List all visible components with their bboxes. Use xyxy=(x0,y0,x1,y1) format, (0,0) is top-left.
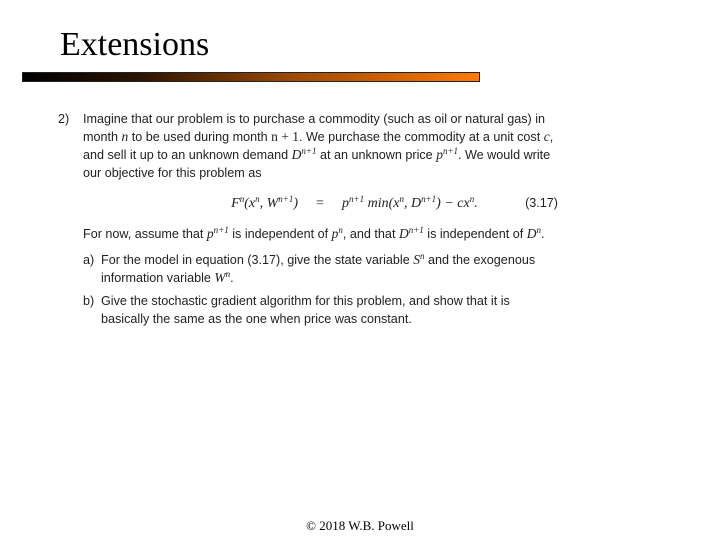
equation-number: (3.17) xyxy=(525,196,558,210)
problem-intro: 2) Imagine that our problem is to purchase a commodity (such as oil or natural gas) in month n to be used during month n + 1. We purchase the commodity at a unit cost c, and sell it up to an unknown demand $D^{n+1}$ at an unknown price $p^{n+1}$. We would write our objective for this problem as xyxy=(58,112,554,180)
assumption-paragraph: For now, assume that $p^{n+1}$ is independent of $p^n$, and that $D^{n+1}$ is independent of $D^n$. xyxy=(83,225,545,241)
equation-rhs: $p^{n+1}$ $\min(x^n$, $D^{n+1}) - cx^n$. xyxy=(342,194,478,211)
slide-title: Extensions xyxy=(60,26,210,63)
sub-question-a: a) For the model in equation (3.17), give the state variable $S^n$ and the exogenous information variable $W^n$. xyxy=(83,251,536,285)
textbook-excerpt xyxy=(58,110,558,333)
objective-equation xyxy=(58,194,558,213)
copyright-footer: © 2018 W.B. Powell xyxy=(306,518,414,533)
problem-number: 2) xyxy=(58,112,70,126)
equation-equals: = xyxy=(316,196,324,211)
sub-questions xyxy=(58,251,558,333)
equation-lhs: $F^n(x^n$, $W^{n+1}$) xyxy=(231,194,298,211)
sub-question-b: b) Give the stochastic gradient algorithm for this problem, and show that it is basically the same as the one when price was constant. xyxy=(83,294,510,326)
title-underline-bar xyxy=(22,72,480,82)
